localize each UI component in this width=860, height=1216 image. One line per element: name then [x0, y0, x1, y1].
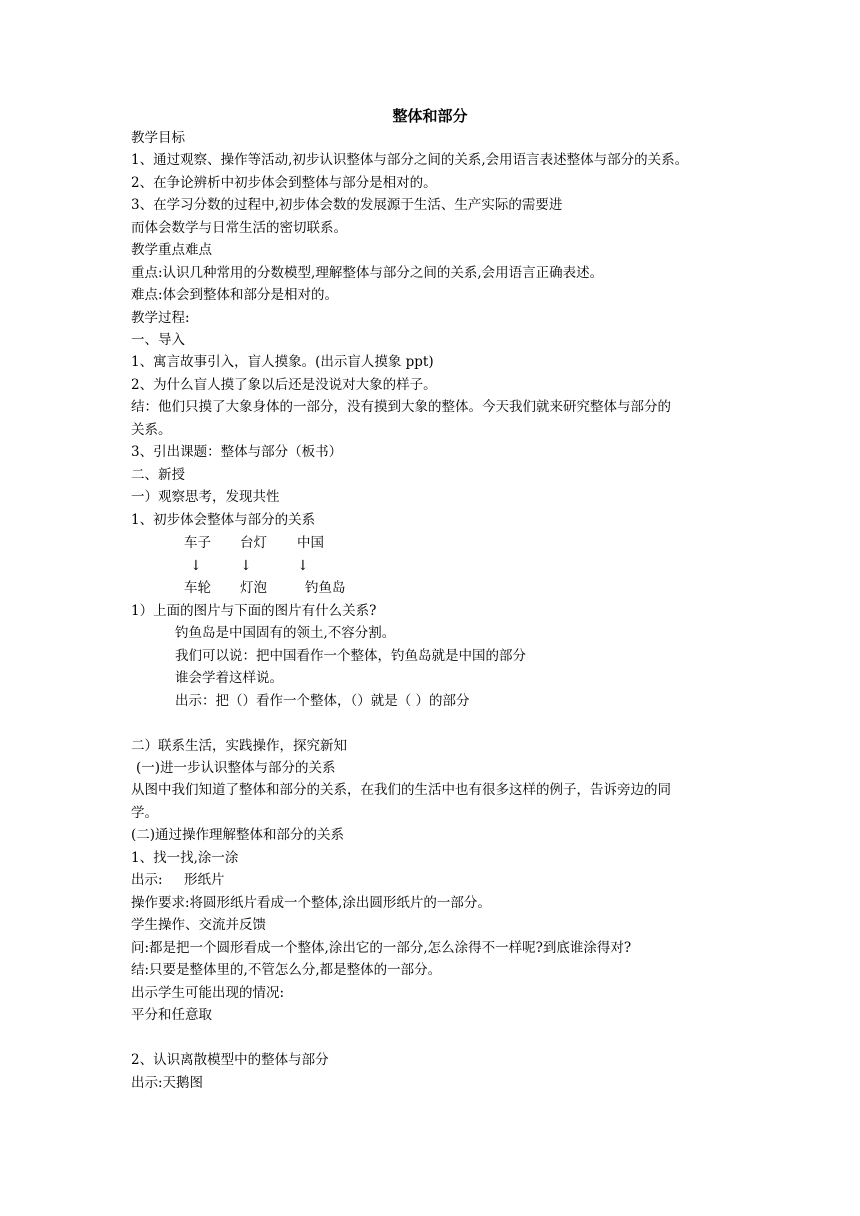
text-line: 2、认识离散模型中的整体与部分: [131, 1052, 329, 1068]
text-line: 出示学生可能出现的情况:: [131, 985, 285, 1001]
text-line: 1）上面的图片与下面的图片有什么关系?: [131, 603, 377, 619]
whole-label-car: 车子: [184, 535, 211, 551]
text-line: 一、导入: [131, 332, 185, 348]
text-line: 操作要求:将圆形纸片看成一个整体,涂出圆形纸片的一部分。: [131, 895, 491, 911]
text-line: (一)进一步认识整体与部分的关系: [136, 760, 336, 776]
text-line: 二、新授: [131, 467, 185, 483]
text-line: 而体会数学与日常生活的密切联系。: [131, 220, 347, 236]
arrow-down-icon: ↓: [190, 558, 202, 574]
text-line: 3、引出课题：整体与部分（板书）: [131, 444, 343, 460]
text-line: 钓鱼岛是中国固有的领土,不容分割。: [175, 625, 396, 641]
part-label-bulb: 灯泡: [240, 580, 267, 596]
text-line: 结:只要是整体里的,不管怎么分,都是整体的一部分。: [131, 962, 442, 978]
text-line: 学。: [131, 805, 158, 821]
text-line: 平分和任意取: [131, 1007, 212, 1023]
text-line: 出示:天鹅图: [131, 1075, 204, 1091]
text-line: 2、在争论辨析中初步体会到整体与部分是相对的。: [131, 175, 437, 191]
text-line: 1、通过观察、操作等活动,初步认识整体与部分之间的关系,会用语言表述整体与部分的关系。: [131, 152, 689, 168]
text-line: 教学重点难点: [131, 242, 212, 258]
text-line: 我们可以说：把中国看作一个整体，钓鱼岛就是中国的部分: [175, 648, 526, 664]
text-line: 学生操作、交流并反馈: [131, 917, 266, 933]
whole-label-lamp: 台灯: [240, 535, 267, 551]
text-line: 教学目标: [131, 130, 185, 146]
document-title: 整体和部分: [392, 107, 468, 125]
text-line: 3、在学习分数的过程中,初步体会数的发展源于生活、生产实际的需要进: [131, 197, 563, 213]
text-line: 2、为什么盲人摸了象以后还是没说对大象的样子。: [131, 377, 437, 393]
text-line: 谁会学着这样说。: [175, 670, 283, 686]
text-line: 问:都是把一个圆形看成一个整体,涂出它的一部分,怎么涂得不一样呢?到底谁涂得对?: [131, 940, 632, 956]
text-line: 出示: 形纸片: [131, 872, 225, 888]
text-line: 一）观察思考，发现共性: [131, 489, 280, 505]
part-label-wheel: 车轮: [184, 580, 211, 596]
arrow-down-icon: ↓: [297, 558, 309, 574]
text-line: 难点:体会到整体和部分是相对的。: [131, 287, 339, 303]
text-line: 出示：把（）看作一个整体，（）就是（ ）的部分: [175, 693, 470, 709]
whole-label-china: 中国: [297, 535, 324, 551]
text-line: 关系。: [131, 422, 172, 438]
text-line: 二）联系生活，实践操作，探究新知: [131, 738, 347, 754]
text-line: 1、初步体会整体与部分的关系: [131, 512, 316, 528]
part-label-island: 钓鱼岛: [305, 580, 346, 596]
text-line: 结：他们只摸了大象身体的一部分，没有摸到大象的整体。今天我们就来研究整体与部分的: [131, 399, 671, 415]
text-line: 从图中我们知道了整体和部分的关系，在我们的生活中也有很多这样的例子，告诉旁边的同: [131, 782, 671, 798]
arrow-down-icon: ↓: [240, 558, 252, 574]
text-line: 1、寓言故事引入，盲人摸象。(出示盲人摸象 ppt): [131, 354, 434, 370]
text-line: (二)通过操作理解整体和部分的关系: [131, 827, 345, 843]
text-line: 教学过程:: [131, 310, 190, 326]
text-line: 1、找一找,涂一涂: [131, 850, 239, 866]
text-line: 重点:认识几种常用的分数模型,理解整体与部分之间的关系,会用语言正确表述。: [131, 265, 604, 281]
